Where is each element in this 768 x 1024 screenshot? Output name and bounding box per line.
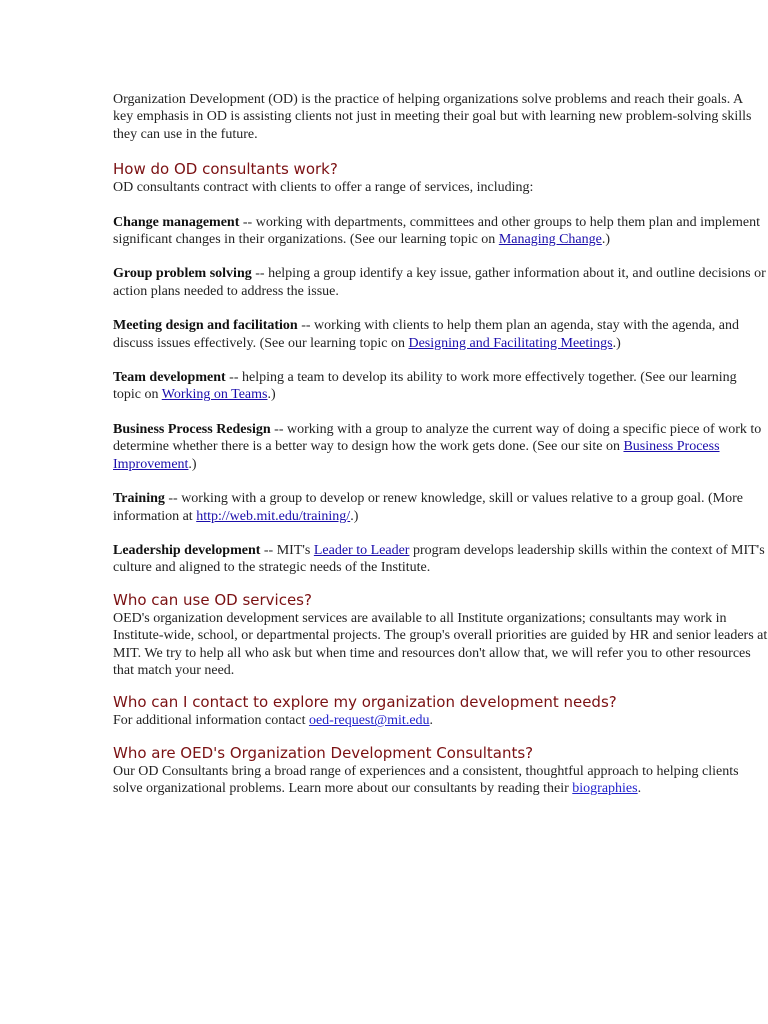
contact-suffix: . bbox=[429, 713, 434, 729]
service-term: Business Process Redesign bbox=[113, 421, 271, 437]
service-group-problem-solving bbox=[113, 265, 768, 300]
service-term: Meeting design and facilitation bbox=[113, 318, 298, 334]
service-suffix: .) bbox=[612, 335, 621, 351]
service-description: -- helping a group identify a key issue, gather information about it, and outline decisions or action plans needed to address the issue. bbox=[113, 266, 766, 299]
service-description: -- helping a team to develop its ability to work more effectively together. (See our learning topic on bbox=[113, 370, 737, 403]
heading-who-can-use: Who can use OD services? bbox=[113, 590, 312, 609]
service-term: Leadership development bbox=[113, 542, 261, 558]
leader-to-leader-link[interactable]: Leader to Leader bbox=[313, 542, 410, 558]
consultants-paragraph bbox=[113, 763, 768, 798]
heading-who-to-contact: Who can I contact to explore my organization development needs? bbox=[113, 693, 617, 712]
service-business-process-redesign bbox=[113, 421, 768, 473]
service-description: -- working with departments, committees and other groups to help them plan and implement significant changes in their organizations. (See our learning topic on bbox=[113, 214, 760, 248]
service-meeting-design bbox=[113, 317, 768, 352]
service-description: -- MIT's bbox=[260, 542, 314, 558]
service-term: Training bbox=[113, 491, 165, 507]
training-url-link[interactable]: http://web.mit.edu/training/ bbox=[196, 508, 351, 524]
biographies-link[interactable]: biographies bbox=[572, 781, 638, 797]
service-change-management bbox=[113, 214, 768, 249]
consultants-text: Our OD Consultants bring a broad range of experiences and a consistent, thoughtful approach to helping clients solve organizational problems. Learn more about our consultants by reading their bbox=[113, 763, 739, 797]
service-leadership-development bbox=[113, 542, 768, 577]
intro-paragraph: Organization Development (OD) is the practice of helping organizations solve problems and reach their goals. A key emphasis in OD is assisting clients not just in meeting their goal but with learning new problem-solving skills they can use in the future. bbox=[113, 92, 752, 142]
service-term: Team development bbox=[113, 370, 226, 386]
contact-paragraph bbox=[113, 712, 768, 729]
service-suffix: .) bbox=[267, 387, 276, 403]
services-lead: OD consultants contract with clients to offer a range of services, including: bbox=[113, 180, 534, 196]
working-on-teams-link[interactable]: Working on Teams bbox=[161, 387, 268, 403]
contact-text: For additional information contact bbox=[113, 713, 309, 729]
oed-request-email-link[interactable]: oed-request@mit.edu bbox=[308, 713, 430, 729]
service-suffix: .) bbox=[601, 232, 611, 248]
service-description: -- working with clients to help them plan an agenda, stay with the agenda, and discuss issues effectively. (See our learning topic on bbox=[113, 318, 740, 351]
designing-meetings-link[interactable]: Designing and Facilitating Meetings bbox=[408, 335, 613, 351]
service-description: -- working with a group to develop or renew knowledge, skill or values relative to a group goal. (More information at bbox=[113, 491, 743, 524]
consultants-suffix: . bbox=[637, 781, 642, 797]
heading-how-consultants-work: How do OD consultants work? bbox=[113, 160, 338, 179]
page-content bbox=[113, 91, 768, 798]
managing-change-link[interactable]: Managing Change bbox=[498, 232, 602, 248]
heading-consultants: Who are OED's Organization Development Consultants? bbox=[113, 743, 534, 762]
business-process-improvement-link[interactable]: Business Process Improvement bbox=[113, 439, 720, 472]
service-term: Change management bbox=[113, 214, 240, 230]
service-training bbox=[113, 490, 768, 525]
service-suffix: program develops leadership skills within the context of MIT's culture and aligned to the strategic needs of the Institute. bbox=[113, 542, 765, 576]
who-can-use-paragraph: OED's organization development services are available to all Institute organizations; consultants may work in Institute-wide, school, or departmental projects. The group's overall priorities are guided by HR and senior leaders at MIT. We try to help all who ask but when time and resources don't allow that, we will refer you to other resources that match your need. bbox=[113, 610, 768, 678]
service-suffix: .) bbox=[188, 456, 197, 472]
service-team-development bbox=[113, 369, 768, 404]
service-suffix: .) bbox=[350, 508, 359, 524]
service-description: -- working with a group to analyze the current way of doing a specific piece of work to determine whether there is a better way to design how the work gets done. (See our site on bbox=[113, 421, 762, 455]
service-term: Group problem solving bbox=[113, 266, 252, 282]
